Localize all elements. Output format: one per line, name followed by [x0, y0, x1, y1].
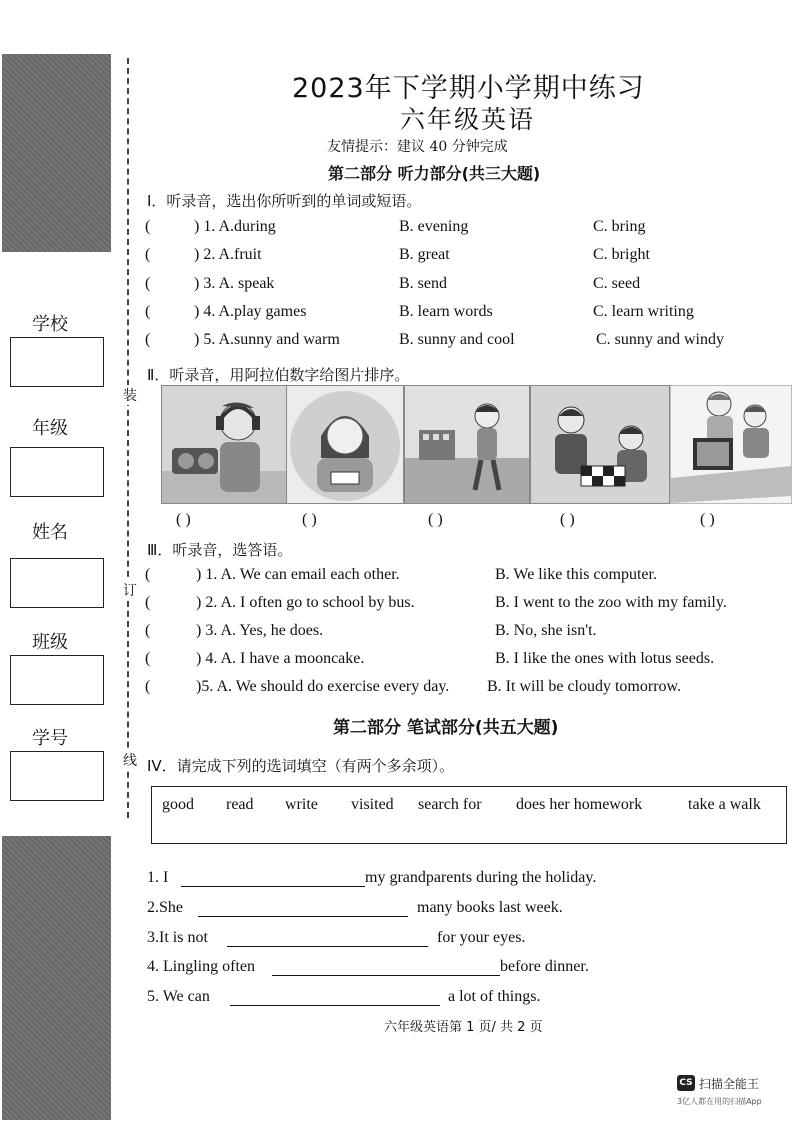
question-option-a: ) 2. A.fruit: [194, 246, 262, 263]
response-option-a: )5. A. We should do exercise every day.: [196, 678, 450, 695]
fill-sentence-prefix: 1. I: [147, 869, 169, 886]
picture-order-answer[interactable]: ( ): [700, 511, 715, 528]
camscanner-name: 扫描全能王: [699, 1077, 760, 1091]
fill-sentence-suffix: before dinner.: [500, 958, 589, 975]
fill-blank[interactable]: [230, 1005, 440, 1006]
section-4-heading: IV．请完成下列的选词填空（有两个多余项）。: [147, 757, 455, 775]
page-title: 2023年下学期小学期中练习: [292, 73, 645, 104]
answer-paren[interactable]: (: [145, 678, 151, 695]
fill-sentence-prefix: 3.It is not: [147, 929, 208, 946]
picture-kids-computer: [670, 385, 792, 504]
fill-blank[interactable]: [198, 916, 408, 917]
question-option-b: B. sunny and cool: [399, 331, 515, 348]
question-option-b: B. learn words: [399, 303, 493, 320]
word-bank-item: good: [162, 796, 194, 813]
fill-blank[interactable]: [181, 886, 365, 887]
word-bank-item: visited: [351, 796, 394, 813]
picture-order-answer[interactable]: ( ): [176, 511, 191, 528]
question-option-a: ) 5. A.sunny and warm: [194, 331, 340, 348]
picture-girl-walking: [404, 385, 530, 504]
answer-paren[interactable]: (: [145, 622, 151, 639]
fill-blank[interactable]: [272, 975, 500, 976]
picture-order-answer[interactable]: ( ): [428, 511, 443, 528]
label-school: 学校: [32, 314, 68, 335]
question-option-c: C. seed: [593, 275, 641, 292]
answer-paren[interactable]: (: [145, 566, 151, 583]
label-student-id: 学号: [32, 728, 68, 749]
response-option-b: B. I like the ones with lotus seeds.: [495, 650, 715, 667]
question-option-c: C. bring: [593, 218, 646, 235]
word-bank-item: does her homework: [516, 796, 643, 813]
answer-paren[interactable]: (: [145, 246, 151, 263]
fill-sentence-suffix: a lot of things.: [448, 988, 541, 1005]
binding-shade-top: [2, 54, 111, 252]
label-name: 姓名: [32, 522, 68, 543]
question-option-c: C. sunny and windy: [596, 331, 724, 348]
picture-order-answer[interactable]: ( ): [302, 511, 317, 528]
time-tip: 友情提示：建议 40 分钟完成: [327, 139, 508, 155]
answer-paren[interactable]: (: [145, 275, 151, 292]
question-option-a: ) 3. A. speak: [194, 275, 275, 292]
word-bank-box: [151, 786, 787, 844]
question-option-b: B. great: [399, 246, 450, 263]
question-option-c: C. bright: [593, 246, 650, 263]
response-option-a: ) 4. A. I have a mooncake.: [196, 650, 365, 667]
binding-shade-bottom: [2, 836, 111, 1120]
answer-paren[interactable]: (: [145, 303, 151, 320]
picture-girl-reading: [286, 385, 404, 504]
picture-boy-listening: [161, 385, 287, 504]
question-option-b: B. send: [399, 275, 447, 292]
label-class: 班级: [32, 632, 68, 653]
fill-sentence-suffix: my grandparents during the holiday.: [365, 869, 597, 886]
answer-paren[interactable]: (: [145, 594, 151, 611]
class-field[interactable]: [10, 655, 104, 705]
section-1-heading: Ⅰ．听录音，选出你所听到的单词或短语。: [147, 192, 422, 210]
binding-char-ding: 订: [123, 580, 137, 600]
question-option-a: ) 1. A.during: [194, 218, 276, 235]
response-option-a: ) 1. A. We can email each other.: [196, 566, 400, 583]
response-option-b: B. We like this computer.: [495, 566, 657, 583]
page-subtitle: 六年级英语: [400, 105, 536, 134]
name-field[interactable]: [10, 558, 104, 608]
picture-order-answer[interactable]: ( ): [560, 511, 575, 528]
writing-part-heading: 第二部分 笔试部分(共五大题): [333, 718, 559, 738]
label-grade: 年级: [32, 418, 68, 439]
page-footer: 六年级英语第 1 页/ 共 2 页: [384, 1020, 543, 1035]
binding-char-zhuang: 装: [123, 385, 137, 405]
grade-field[interactable]: [10, 447, 104, 497]
binding-dotted-line: [127, 58, 129, 818]
section-2-heading: Ⅱ．听录音，用阿拉伯数字给图片排序。: [147, 366, 410, 384]
word-bank-item: take a walk: [688, 796, 761, 813]
question-option-c: C. learn writing: [593, 303, 694, 320]
school-field[interactable]: [10, 337, 104, 387]
response-option-b: B. I went to the zoo with my family.: [495, 594, 727, 611]
word-bank-item: search for: [418, 796, 482, 813]
answer-paren[interactable]: (: [145, 650, 151, 667]
answer-paren[interactable]: (: [145, 331, 151, 348]
fill-blank[interactable]: [227, 946, 428, 947]
section-3-heading: Ⅲ．听录音，选答语。: [147, 541, 293, 559]
fill-sentence-suffix: for your eyes.: [437, 929, 526, 946]
picture-playing-chess: [530, 385, 670, 504]
fill-sentence-prefix: 2.She: [147, 899, 183, 916]
binding-char-xian: 线: [123, 750, 137, 770]
word-bank-item: write: [285, 796, 318, 813]
camscanner-tagline: 3亿人都在用的扫描App: [677, 1097, 762, 1106]
answer-paren[interactable]: (: [145, 218, 151, 235]
response-option-a: ) 3. A. Yes, he does.: [196, 622, 324, 639]
student-id-field[interactable]: [10, 751, 104, 801]
fill-sentence-suffix: many books last week.: [417, 899, 563, 916]
question-option-a: ) 4. A.play games: [194, 303, 307, 320]
response-option-b: B. No, she isn't.: [495, 622, 597, 639]
fill-sentence-prefix: 5. We can: [147, 988, 210, 1005]
fill-sentence-prefix: 4. Lingling often: [147, 958, 255, 975]
response-option-b: B. It will be cloudy tomorrow.: [487, 678, 682, 695]
question-option-b: B. evening: [399, 218, 469, 235]
listening-part-heading: 第二部分 听力部分(共三大题): [328, 164, 541, 183]
response-option-a: ) 2. A. I often go to school by bus.: [196, 594, 415, 611]
word-bank-item: read: [226, 796, 254, 813]
camscanner-logo-icon: CS: [677, 1075, 695, 1091]
